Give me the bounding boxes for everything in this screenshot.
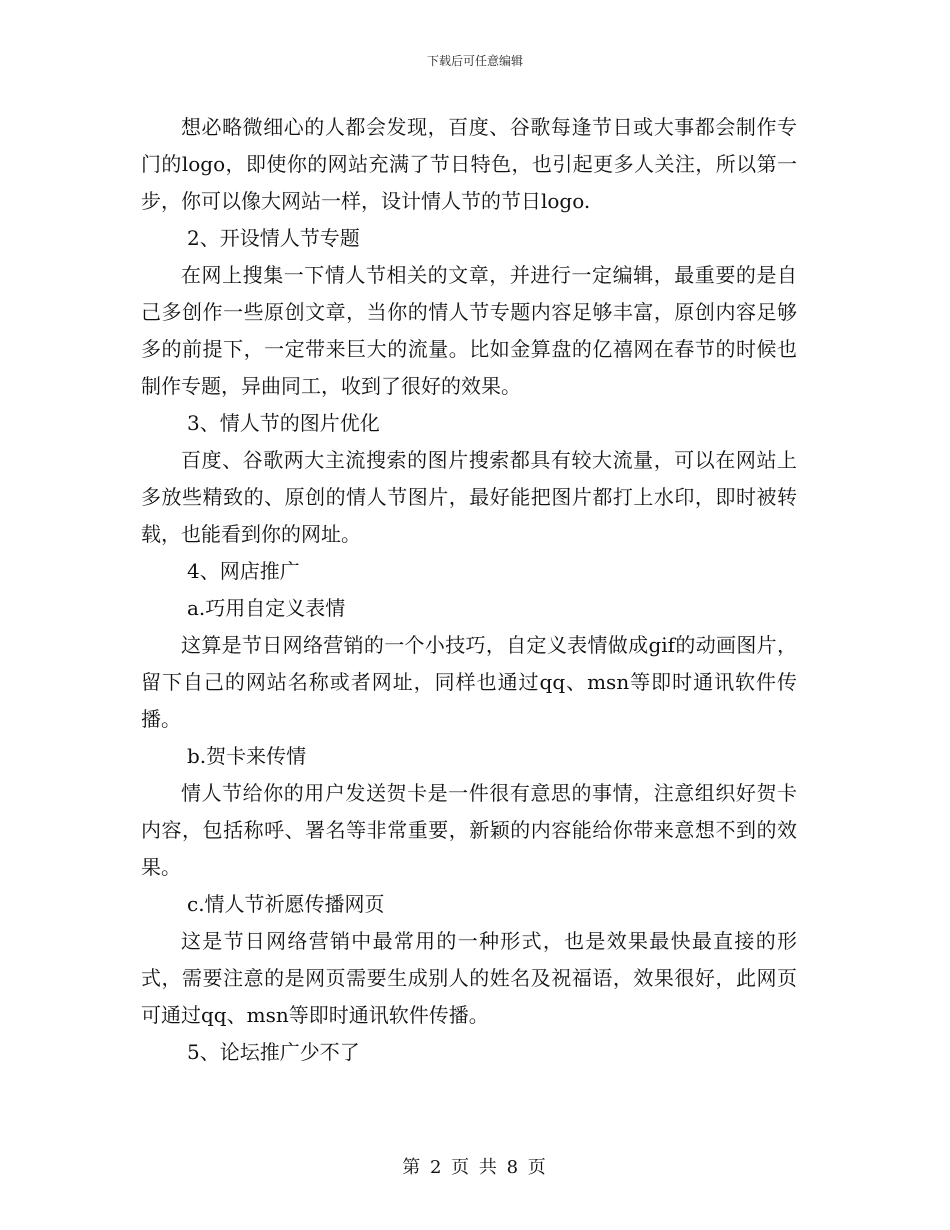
subsection-heading: a.巧用自定义表情 [187,596,346,620]
paragraph: 在网上搜集一下情人节相关的文章，并进行一定编辑，最重要的是自己多创作一些原创文章，当你的情人节专题内容足够丰富，原创内容足够多的前提下，一定带来巨大的流量。比如金算盘的亿禧网在春节的时候也制作专题，异曲同工，收到了很好的效果。 [141,263,797,398]
section-heading: 5、论坛推广少不了 [187,1040,360,1064]
document-body [141,109,797,1071]
section-heading: 3、情人节的图片优化 [187,411,380,435]
subsection-heading: c.情人节祈愿传播网页 [187,892,385,916]
page-header: 下载后可任意编辑 [426,54,523,68]
section-heading: 2、开设情人节专题 [187,226,360,250]
paragraph: 这算是节日网络营销的一个小技巧，自定义表情做成gif的动画图片，留下自己的网站名称或者网址，同样也通过qq、msn等即时通讯软件传播。 [141,633,797,731]
paragraph: 百度、谷歌两大主流搜索的图片搜索都具有较大流量，可以在网站上多放些精致的、原创的情人节图片，最好能把图片都打上水印，即时被转载，也能看到你的网址。 [141,448,797,546]
section-heading: 4、网店推广 [187,559,300,583]
paragraph: 这是节日网络营销中最常用的一种形式，也是效果最快最直接的形式，需要注意的是网页需要生成别人的姓名及祝福语，效果很好，此网页可通过qq、msn等即时通讯软件传播。 [141,929,797,1027]
page-footer: 第 2 页 共 8 页 [402,1157,548,1178]
paragraph: 想必略微细心的人都会发现，百度、谷歌每逢节日或大事都会制作专门的logo，即使你的网站充满了节日特色，也引起更多人关注，所以第一步，你可以像大网站一样，设计情人节的节日logo. [141,115,797,213]
paragraph: 情人节给你的用户发送贺卡是一件很有意思的事情，注意组织好贺卡内容，包括称呼、署名等非常重要，新颖的内容能给你带来意想不到的效果。 [141,781,797,879]
subsection-heading: b.贺卡来传情 [187,744,307,768]
